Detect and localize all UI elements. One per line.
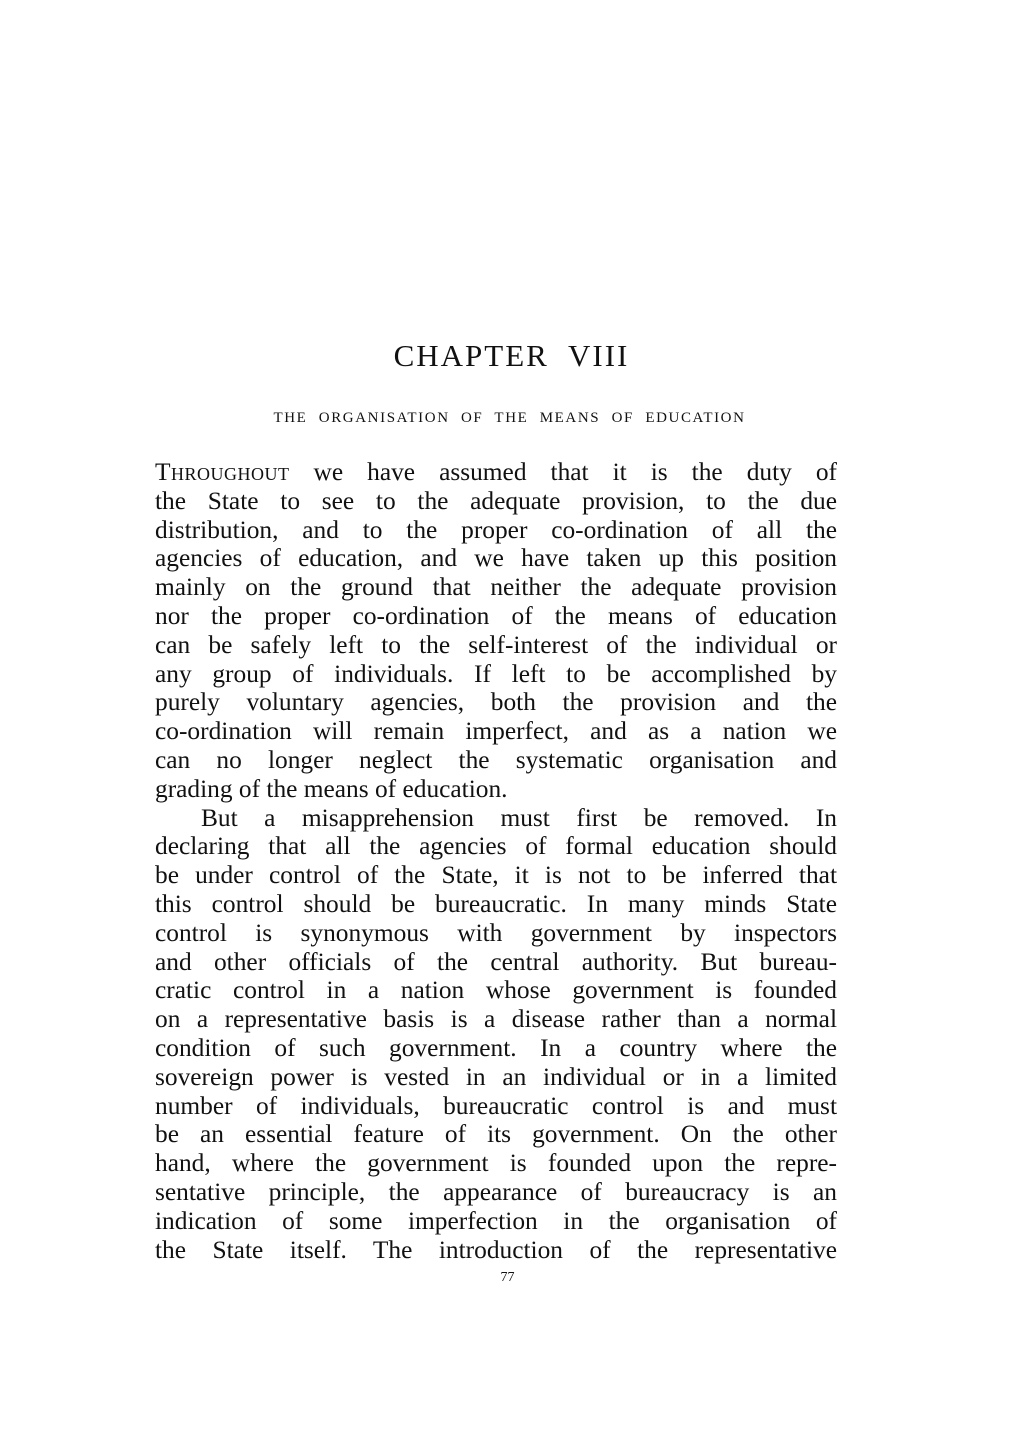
paragraph-1-line-1-rest: we have assumed that it is the duty of bbox=[289, 458, 837, 486]
paragraph-line: agencies of education, and we have taken up this position bbox=[155, 544, 837, 573]
paragraph-line: cratic control in a nation whose government is founded bbox=[155, 976, 837, 1005]
paragraph-line: distribution, and to the proper co-ordination of all the bbox=[155, 515, 837, 544]
paragraph-line: the State itself. The introduction of the representative bbox=[155, 1235, 837, 1264]
paragraph-line: on a representative basis is a disease rather than a normal bbox=[155, 1005, 837, 1034]
page-number: 77 bbox=[500, 1270, 515, 1285]
paragraph-line: sentative principle, the appearance of bureaucracy is an bbox=[155, 1177, 837, 1206]
paragraph-line: hand, where the government is founded upon the repre- bbox=[155, 1149, 837, 1178]
chapter-subtitle: THE ORGANISATION OF THE MEANS OF EDUCATION bbox=[273, 410, 746, 426]
paragraph-last-line: grading of the means of education. bbox=[155, 774, 508, 803]
paragraph-line: be an essential feature of its government. On the other bbox=[155, 1120, 837, 1149]
paragraph-line: co-ordination will remain imperfect, and as a nation we bbox=[155, 717, 837, 746]
paragraph-2-first-line: But a misapprehension must first be removed. In bbox=[201, 803, 837, 832]
paragraph-line: mainly on the ground that neither the adequate provision bbox=[155, 573, 837, 602]
paragraph-line: can no longer neglect the systematic organisation and bbox=[155, 745, 837, 774]
paragraph-line: condition of such government. In a country where the bbox=[155, 1033, 837, 1062]
paragraph-line: number of individuals, bureaucratic control is and must bbox=[155, 1091, 837, 1120]
paragraph-1-line-1 bbox=[155, 458, 837, 487]
paragraph-lead-word: Throughout bbox=[155, 458, 290, 486]
paragraph-line: this control should be bureaucratic. In many minds State bbox=[155, 889, 837, 918]
paragraph-line: indication of some imperfection in the organisation of bbox=[155, 1206, 837, 1235]
paragraph-line: and other officials of the central authority. But bureau- bbox=[155, 947, 837, 976]
body-text bbox=[155, 458, 837, 1264]
paragraph-line: purely voluntary agencies, both the provision and the bbox=[155, 688, 837, 717]
paragraph-line: can be safely left to the self-interest of the individual or bbox=[155, 630, 837, 659]
paragraph-line: be under control of the State, it is not to be inferred that bbox=[155, 861, 837, 890]
paragraph-line: sovereign power is vested in an individual or in a limited bbox=[155, 1062, 837, 1091]
paragraph-line: the State to see to the adequate provision, to the due bbox=[155, 486, 837, 515]
chapter-title: CHAPTER VIII bbox=[393, 338, 630, 373]
paragraph-line: control is synonymous with government by inspectors bbox=[155, 918, 837, 947]
paragraph-line: declaring that all the agencies of formal education should bbox=[155, 832, 837, 861]
paragraph-line: any group of individuals. If left to be accomplished by bbox=[155, 659, 837, 688]
paragraph-line: nor the proper co-ordination of the means of education bbox=[155, 601, 837, 630]
